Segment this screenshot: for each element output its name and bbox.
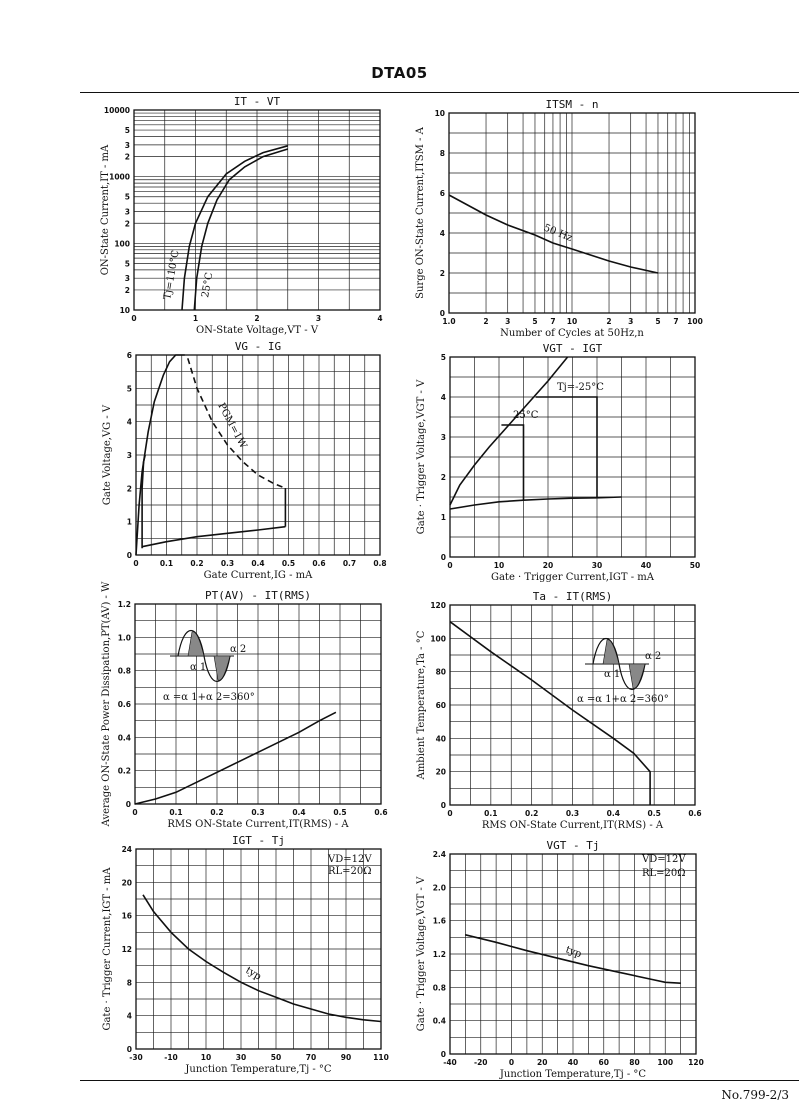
y-tick-label: 1.2	[432, 950, 446, 959]
grid	[135, 604, 381, 804]
x-tick-label: 4	[377, 314, 383, 323]
x-tick-label: 110	[373, 1053, 389, 1062]
y-axis-label: Average ON-State Power Dissipation,PT(AV) - W	[101, 581, 112, 827]
series-line	[536, 397, 597, 498]
y-tick-label: 3	[124, 207, 130, 217]
x-axis-label: RMS ON-State Current,IT(RMS) - A	[481, 820, 664, 831]
part-number-title: DTA05	[371, 64, 428, 82]
x-tick-label: 0	[132, 808, 138, 817]
chart-vgt-tj	[416, 839, 704, 1080]
chart-vg-ig	[102, 340, 387, 581]
y-tick-label: 8	[439, 149, 445, 158]
annotation-label: typ	[563, 944, 583, 961]
chart-title: IGT - Tj	[232, 834, 285, 847]
y-tick-label: 0	[126, 1045, 132, 1054]
y-tick-label: 20	[121, 878, 132, 888]
y-tick-label: 6	[126, 351, 132, 360]
y-tick-label: 3	[126, 451, 132, 460]
grid	[136, 849, 381, 1049]
x-tick-label: 40	[567, 1058, 579, 1067]
y-tick-label: 4	[440, 393, 446, 402]
series-line	[135, 712, 336, 804]
x-tick-label: 10	[566, 317, 578, 326]
y-axis-label: Surge ON-State Current,ITSM - A	[415, 127, 426, 299]
x-tick-label: 3	[315, 314, 322, 323]
y-tick-label: 3	[124, 274, 130, 284]
chart-title: IT - VT	[233, 95, 281, 108]
y-axis-label: Gate · Trigger Voltage,VGT - V	[416, 379, 427, 535]
x-tick-label: 5	[655, 317, 661, 326]
y-tick-label: 80	[435, 667, 446, 677]
x-tick-label: 100	[687, 317, 703, 326]
y-tick-label: 2	[439, 269, 445, 278]
y-axis-label: Gate · Trigger Current,IGT - mA	[102, 867, 113, 1031]
y-tick-label: 2	[440, 473, 446, 482]
y-axis-label: Gate · Trigger Voltage,VGT - V	[416, 876, 427, 1032]
annotation-label: α 2	[645, 651, 662, 662]
x-tick-label: 7	[550, 317, 556, 326]
y-tick-label: 40	[435, 734, 446, 744]
x-tick-label: 10	[200, 1053, 212, 1062]
x-axis-label: Number of Cycles at 50Hz,n	[500, 328, 644, 339]
chart-igt-tj	[102, 834, 389, 1075]
series-line	[450, 622, 650, 805]
x-tick-label: 20	[542, 561, 554, 570]
series-line	[142, 527, 285, 547]
chart-title: PT(AV) - IT(RMS)	[205, 589, 311, 602]
x-axis-label: Gate Current,IG - mA	[203, 570, 313, 581]
x-tick-label: 0.6	[312, 559, 326, 568]
y-tick-label: 16	[121, 911, 132, 921]
y-tick-label: 20	[435, 767, 446, 777]
chart-ta-it	[416, 590, 702, 831]
x-tick-label: 0.6	[374, 808, 388, 817]
x-tick-label: 20	[537, 1058, 548, 1067]
x-tick-label: 2	[483, 317, 489, 326]
y-tick-label: 1.0	[117, 633, 131, 643]
y-tick-label: 4	[439, 229, 445, 238]
x-tick-label: 0.2	[190, 559, 204, 568]
y-tick-label: 60	[435, 701, 446, 710]
annotation-label: α 1	[190, 662, 207, 673]
y-tick-label: 5	[124, 259, 130, 269]
x-tick-label: 0.2	[525, 809, 539, 818]
x-axis-label: RMS ON-State Current,IT(RMS) - A	[167, 819, 349, 830]
chart-title: Ta - IT(RMS)	[532, 590, 613, 603]
chart-vgt-igt	[416, 342, 700, 583]
x-tick-label: 0	[447, 561, 453, 570]
y-tick-label: 0	[440, 801, 446, 810]
annotation-label: RL=20Ω	[642, 868, 686, 879]
annotation-label: α 2	[230, 644, 247, 655]
waveform-inset	[585, 639, 649, 690]
chart-title: VGT - IGT	[542, 342, 603, 355]
x-tick-label: 0.2	[210, 808, 224, 817]
x-tick-label: 100	[657, 1058, 674, 1067]
y-tick-label: 100	[114, 239, 130, 249]
x-tick-label: 0.5	[647, 809, 661, 818]
x-tick-label: 30	[235, 1053, 247, 1062]
y-tick-label: 2	[126, 484, 132, 494]
y-tick-label: 0	[440, 553, 446, 562]
y-tick-label: 4	[126, 417, 132, 427]
y-tick-label: 5	[440, 353, 446, 362]
y-axis-label: Ambient Temperature,Ta - °C	[416, 630, 427, 780]
x-tick-label: 5	[532, 317, 538, 326]
grid	[136, 355, 380, 555]
chart-itsm-n	[415, 98, 703, 339]
x-tick-label: 1.0	[442, 317, 456, 326]
y-tick-label: 10	[434, 109, 445, 118]
annotation-label: Tj=-25°C	[557, 382, 604, 393]
x-tick-label: 10	[493, 561, 505, 570]
y-tick-label: 1.6	[432, 916, 446, 926]
x-tick-label: -40	[443, 1058, 457, 1067]
y-tick-label: 2	[124, 285, 130, 295]
x-tick-label: 0.6	[688, 809, 702, 818]
y-tick-label: 1	[126, 517, 132, 527]
x-tick-label: 0.1	[159, 559, 174, 568]
x-tick-label: 70	[305, 1053, 317, 1062]
annotation-label: 25°C	[513, 410, 539, 421]
page-number: No.799-2/3	[721, 1088, 789, 1102]
annotation-label: α =α 1+α 2=360°	[163, 692, 255, 703]
x-tick-label: 1	[192, 314, 199, 323]
annotation-label: RL=20Ω	[328, 866, 372, 877]
y-tick-label: 4	[126, 1011, 132, 1021]
x-tick-label: 7	[673, 317, 679, 326]
x-tick-label: 0.5	[281, 559, 296, 568]
x-axis-label: Junction Temperature,Tj - °C	[499, 1069, 647, 1080]
series-line	[143, 895, 381, 1022]
grid	[449, 113, 695, 313]
x-tick-label: 2	[254, 314, 260, 323]
annotation-label: Tj=110°C	[162, 249, 182, 301]
x-tick-label: 0	[508, 1058, 515, 1067]
x-tick-label: 0.1	[169, 808, 183, 817]
x-tick-label: -10	[164, 1053, 178, 1062]
y-tick-label: 0	[439, 309, 445, 318]
x-tick-label: 80	[629, 1058, 640, 1067]
y-tick-label: 0.8	[117, 666, 131, 676]
annotation-label: PGM=1W	[215, 401, 249, 451]
y-tick-label: 10	[119, 306, 130, 315]
y-tick-label: 1	[440, 513, 446, 522]
x-tick-label: 0	[133, 559, 139, 568]
y-tick-label: 0	[126, 551, 132, 560]
x-tick-label: 3	[628, 317, 634, 326]
chart-pt-it	[101, 581, 388, 830]
x-tick-label: 90	[340, 1053, 352, 1062]
y-tick-label: 5	[124, 192, 130, 202]
annotation-label: VD=12V	[642, 854, 686, 865]
annotation-label: 25°C	[200, 271, 216, 299]
x-tick-label: 0	[447, 809, 453, 818]
y-tick-label: 2	[124, 152, 130, 162]
y-tick-label: 5	[124, 126, 130, 136]
y-tick-label: 8	[126, 978, 132, 988]
series-line	[450, 497, 622, 509]
x-tick-label: 30	[591, 561, 603, 570]
y-tick-label: 5	[126, 384, 132, 394]
y-tick-label: 1000	[109, 172, 130, 182]
y-tick-label: 10000	[103, 106, 130, 115]
y-tick-label: 0	[125, 800, 131, 809]
x-tick-label: 0.7	[342, 559, 357, 568]
annotation-label: α 1	[604, 669, 621, 680]
y-tick-label: 0.4	[117, 733, 131, 743]
x-tick-label: 0.4	[606, 809, 620, 818]
chart-title: ITSM - n	[545, 98, 599, 111]
y-tick-label: 3	[440, 433, 446, 442]
x-tick-label: 50	[689, 561, 701, 570]
y-tick-label: 12	[121, 945, 132, 954]
x-tick-label: 0.3	[220, 559, 235, 568]
x-tick-label: -20	[473, 1058, 488, 1067]
x-tick-label: 0.1	[484, 809, 498, 818]
y-tick-label: 3	[124, 140, 130, 150]
x-tick-label: 3	[505, 317, 511, 326]
x-tick-label: 0.5	[333, 808, 347, 817]
x-axis-label: Junction Temperature,Tj - °C	[185, 1064, 332, 1075]
series-line	[450, 357, 568, 505]
x-tick-label: 0.4	[292, 808, 306, 817]
x-tick-label: 0	[131, 314, 137, 323]
annotation-label: typ	[243, 965, 263, 983]
y-tick-label: 0.8	[432, 983, 446, 993]
y-tick-label: 0.2	[117, 766, 131, 776]
annotation-label: α =α 1+α 2=360°	[577, 694, 669, 705]
y-tick-label: 2	[124, 219, 130, 229]
y-tick-label: 100	[430, 634, 446, 644]
x-tick-label: 50	[270, 1053, 282, 1062]
x-tick-label: 60	[598, 1058, 609, 1067]
series-line	[182, 146, 288, 310]
annotation-label: VD=12V	[328, 854, 372, 865]
series-line	[142, 455, 145, 548]
x-tick-label: -30	[129, 1053, 143, 1062]
x-tick-label: 120	[688, 1058, 704, 1067]
grid	[450, 605, 695, 805]
waveform-inset	[170, 631, 234, 682]
y-axis-label: ON-State Current,IT - mA	[100, 144, 111, 276]
x-axis-label: Gate · Trigger Current,IGT - mA	[490, 572, 655, 583]
chart-title: VG - IG	[234, 340, 282, 353]
y-tick-label: 0.4	[432, 1016, 446, 1026]
y-tick-label: 0.6	[117, 700, 131, 709]
annotation-label: 50 Hz	[541, 222, 574, 244]
y-axis-label: Gate Voltage,VG - V	[102, 404, 113, 506]
x-tick-label: 0.4	[251, 559, 265, 568]
y-tick-label: 2.0	[432, 883, 446, 893]
y-tick-label: 1.2	[117, 600, 131, 609]
chart-it-vt	[100, 95, 383, 336]
x-tick-label: 0.3	[251, 808, 265, 817]
x-tick-label: 0.8	[373, 559, 387, 568]
y-tick-label: 24	[121, 845, 132, 854]
y-tick-label: 0	[440, 1050, 446, 1059]
chart-title: VGT - Tj	[546, 839, 600, 852]
x-tick-label: 40	[640, 561, 652, 570]
x-tick-label: 0.3	[565, 809, 580, 818]
series-line	[501, 425, 523, 500]
x-tick-label: 2	[606, 317, 612, 326]
y-tick-label: 120	[430, 601, 446, 610]
y-tick-label: 2.4	[432, 850, 446, 859]
y-tick-label: 6	[439, 189, 445, 198]
x-axis-label: ON-State Voltage,VT - V	[195, 325, 319, 336]
